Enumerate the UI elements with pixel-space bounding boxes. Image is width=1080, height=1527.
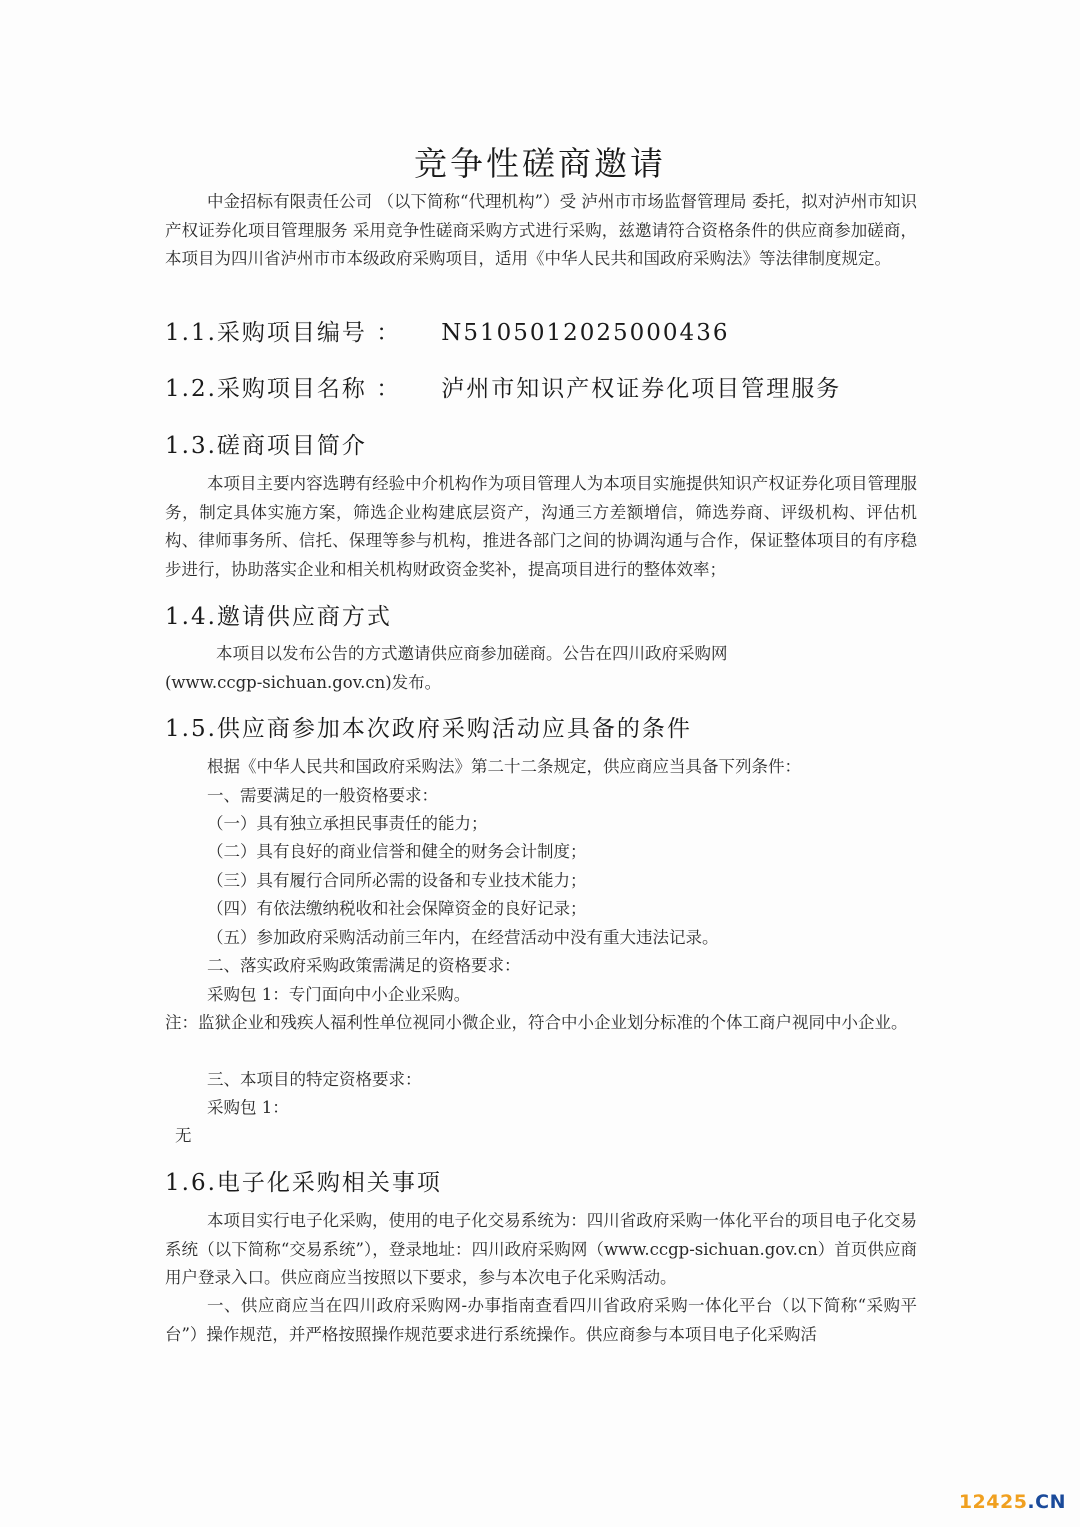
site-watermark (959, 1491, 1066, 1513)
watermark-number: 12425 (958, 1491, 1028, 1513)
e-procurement-paragraph-1: 本项目实行电子化采购，使用的电子化交易系统为：四川省政府采购一体化平台的项目电子化交易系统（以下简称“交易系统”），登录地址：四川政府采购网（www.ccgp-sichuan.gov.cn）首页供应商用户登录入口。供应商应当按照以下要求，参与本次电子化采购活动。 (165, 1211, 917, 1287)
project-name-value: 泸州市知识产权证券化项目管理服务 (441, 376, 842, 402)
invite-method-line-1: 本项目以发布公告的方式邀请供应商参加磋商。公告在四川政府采购网 (216, 644, 728, 663)
section-1-3-heading: 1.3.磋商项目简介 (165, 433, 367, 459)
section-1-1-heading (165, 314, 925, 347)
e-procurement-paragraph-2: 一、供应商应当在四川政府采购网-办事指南查看四川省政府采购一体化平台（以下简称“采购平台”）操作规范，并严格按照操作规范要求进行系统操作。供应商参与本项目电子化采购活 (165, 1296, 917, 1344)
requirement-item-2: （二）具有良好的商业信誉和健全的财务会计制度； (207, 842, 587, 861)
requirement-item-3: （三）具有履行合同所必需的设备和专业技术能力； (207, 871, 587, 890)
specific-requirements-title: 三、本项目的特定资格要求： (207, 1070, 422, 1089)
watermark-tld: .CN (1027, 1491, 1066, 1513)
requirement-item-4: （四）有依法缴纳税收和社会保障资金的良好记录； (207, 899, 587, 918)
requirement-item-5: （五）参加政府采购活动前三年内，在经营活动中没有重大违法记录。 (207, 928, 719, 947)
section-1-5-heading: 1.5.供应商参加本次政府采购活动应具备的条件 (165, 716, 692, 742)
specific-none-text: 无 (175, 1126, 192, 1145)
requirement-item-1: （一）具有独立承担民事责任的能力； (207, 814, 488, 833)
conditions-intro: 根据《中华人民共和国政府采购法》第二十二条规定，供应商应当具备下列条件： (207, 757, 801, 776)
project-intro-paragraph: 本项目主要内容选聘有经验中介机构作为项目管理人为本项目实施提供知识产权证券化项目管理服务，制定具体实施方案，筛选企业构建底层资产，沟通三方差额增信，筛选券商、评级机构、评估机构、律师事务所、信托、保理等参与机构，推进各部门之间的协调沟通与合作，保证整体项目的有序稳步进行，协助落实企业和相关机构财政资金奖补，提高项目进行的整体效率； (165, 474, 917, 579)
policy-package-line: 采购包 1：专门面向中小企业采购。 (207, 985, 471, 1004)
specific-package-line: 采购包 1： (207, 1098, 289, 1117)
general-requirements-title: 一、需要满足的一般资格要求： (207, 786, 438, 805)
section-1-6-heading: 1.6.电子化采购相关事项 (165, 1170, 442, 1196)
project-number-label: 1.1.采购项目编号 ： (165, 320, 402, 346)
document-title: 竞争性磋商邀请 (414, 144, 666, 183)
intro-paragraph: 中金招标有限责任公司 （以下简称“代理机构”）受 泸州市市场监督管理局 委托，拟对泸州市知识产权证券化项目管理服务 采用竞争性磋商采购方式进行采购，兹邀请符合资格条件的供应商参加磋商，本项目为四川省泸州市市本级政府采购项目，适用《中华人民共和国政府采购法》等法律制度规定。 (165, 192, 917, 268)
section-1-4-heading: 1.4.邀请供应商方式 (165, 604, 392, 630)
project-number-value: N5105012025000436 (441, 320, 730, 346)
section-1-2-heading (165, 370, 925, 403)
policy-note: 注：监狱企业和残疾人福利性单位视同小微企业，符合中小企业划分标准的个体工商户视同中小企业。 (165, 1013, 908, 1032)
invite-method-line-2: (www.ccgp-sichuan.gov.cn)发布。 (165, 673, 442, 692)
project-name-label: 1.2.采购项目名称 ： (165, 376, 402, 402)
policy-requirements-title: 二、落实政府采购政策需满足的资格要求： (207, 956, 521, 975)
